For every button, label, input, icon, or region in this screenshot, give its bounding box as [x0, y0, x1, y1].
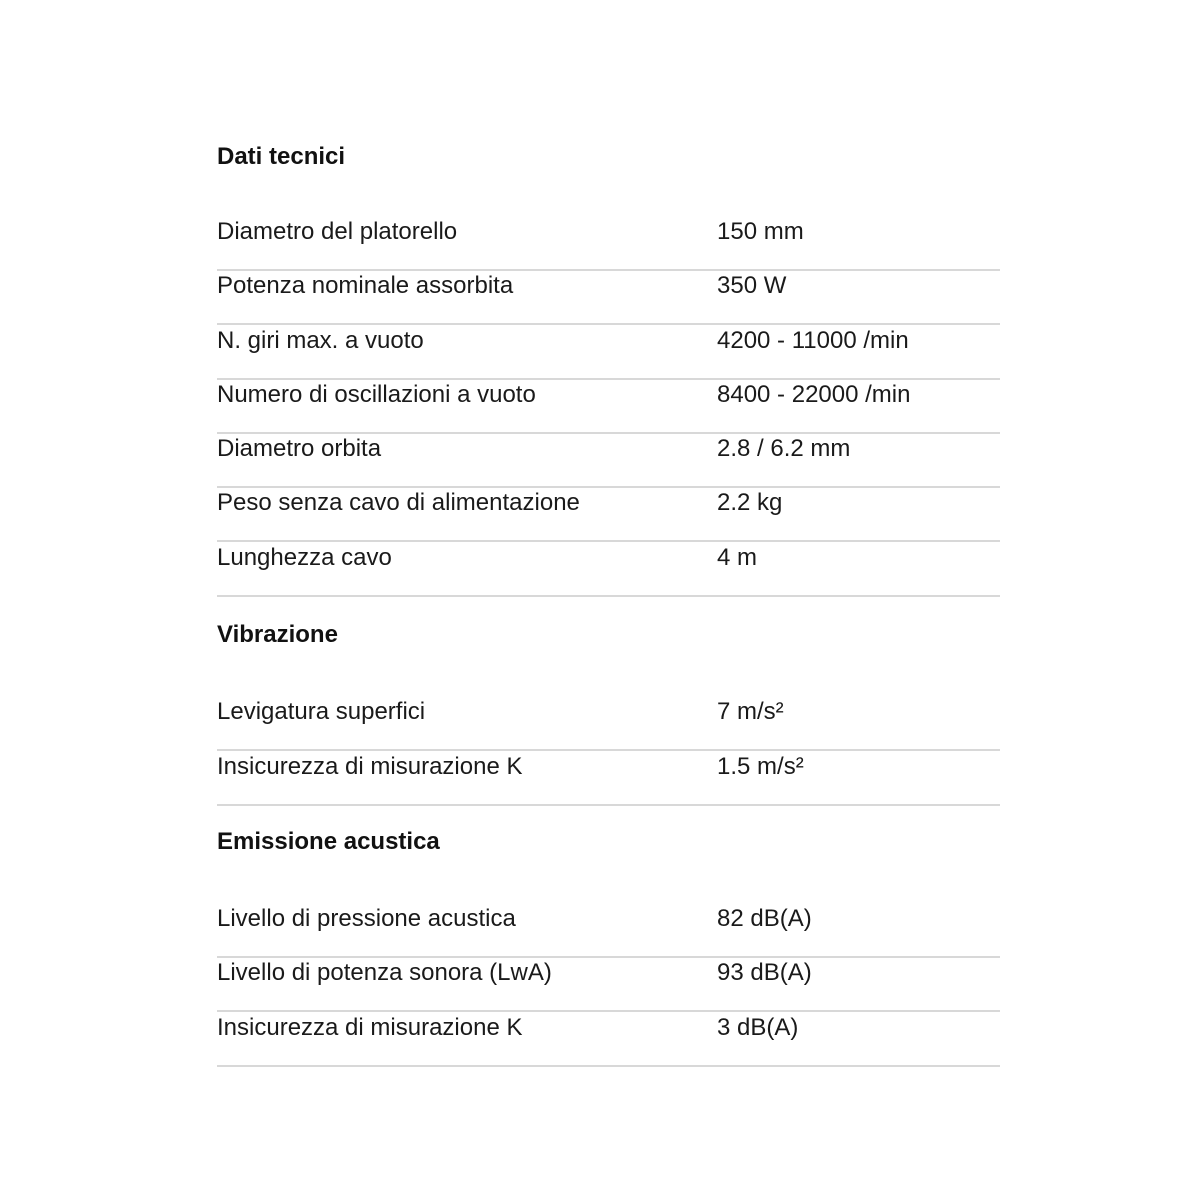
- section-title-vibrazione: Vibrazione: [217, 621, 338, 648]
- spec-label: Lunghezza cavo: [217, 544, 392, 571]
- spec-label: Livello di pressione acustica: [217, 905, 516, 932]
- table-row: [217, 217, 1000, 271]
- spec-value: 2.2 kg: [717, 489, 783, 516]
- spec-value: 8400 - 22000 /min: [717, 381, 911, 408]
- spec-value: 93 dB(A): [717, 959, 812, 986]
- table-row: [217, 543, 1000, 597]
- spec-value: 82 dB(A): [717, 905, 812, 932]
- table-row: [217, 1013, 1000, 1067]
- spec-label: Numero di oscillazioni a vuoto: [217, 381, 536, 408]
- section-title-dati-tecnici: Dati tecnici: [217, 143, 346, 170]
- table-row: [217, 697, 1000, 751]
- table-row: [217, 271, 1000, 325]
- table-row: [217, 958, 1000, 1012]
- section-title-emissione-acustica: Emissione acustica: [217, 828, 440, 855]
- spec-value: 150 mm: [717, 218, 804, 245]
- table-row: [217, 904, 1000, 958]
- table-row: [217, 752, 1000, 806]
- spec-label: Levigatura superfici: [217, 698, 426, 725]
- spec-value: 3 dB(A): [717, 1014, 799, 1041]
- table-row: [217, 434, 1000, 488]
- spec-value: 2.8 / 6.2 mm: [717, 435, 851, 462]
- table-row: [217, 326, 1000, 380]
- spec-label: Potenza nominale assorbita: [217, 272, 514, 299]
- spec-value: 350 W: [717, 272, 787, 299]
- spec-value: 4 m: [717, 544, 758, 571]
- spec-label: Insicurezza di misurazione K: [217, 1014, 523, 1041]
- table-row: [217, 488, 1000, 542]
- spec-label: N. giri max. a vuoto: [217, 327, 424, 354]
- spec-label: Diametro del platorello: [217, 218, 458, 245]
- spec-value: 7 m/s²: [717, 698, 784, 725]
- spec-label: Peso senza cavo di alimentazione: [217, 489, 580, 516]
- spec-value: 1.5 m/s²: [717, 753, 804, 780]
- spec-label: Insicurezza di misurazione K: [217, 753, 523, 780]
- spec-label: Diametro orbita: [217, 435, 382, 462]
- spec-value: 4200 - 11000 /min: [717, 327, 909, 354]
- spec-label: Livello di potenza sonora (LwA): [217, 959, 552, 986]
- table-row: [217, 380, 1000, 434]
